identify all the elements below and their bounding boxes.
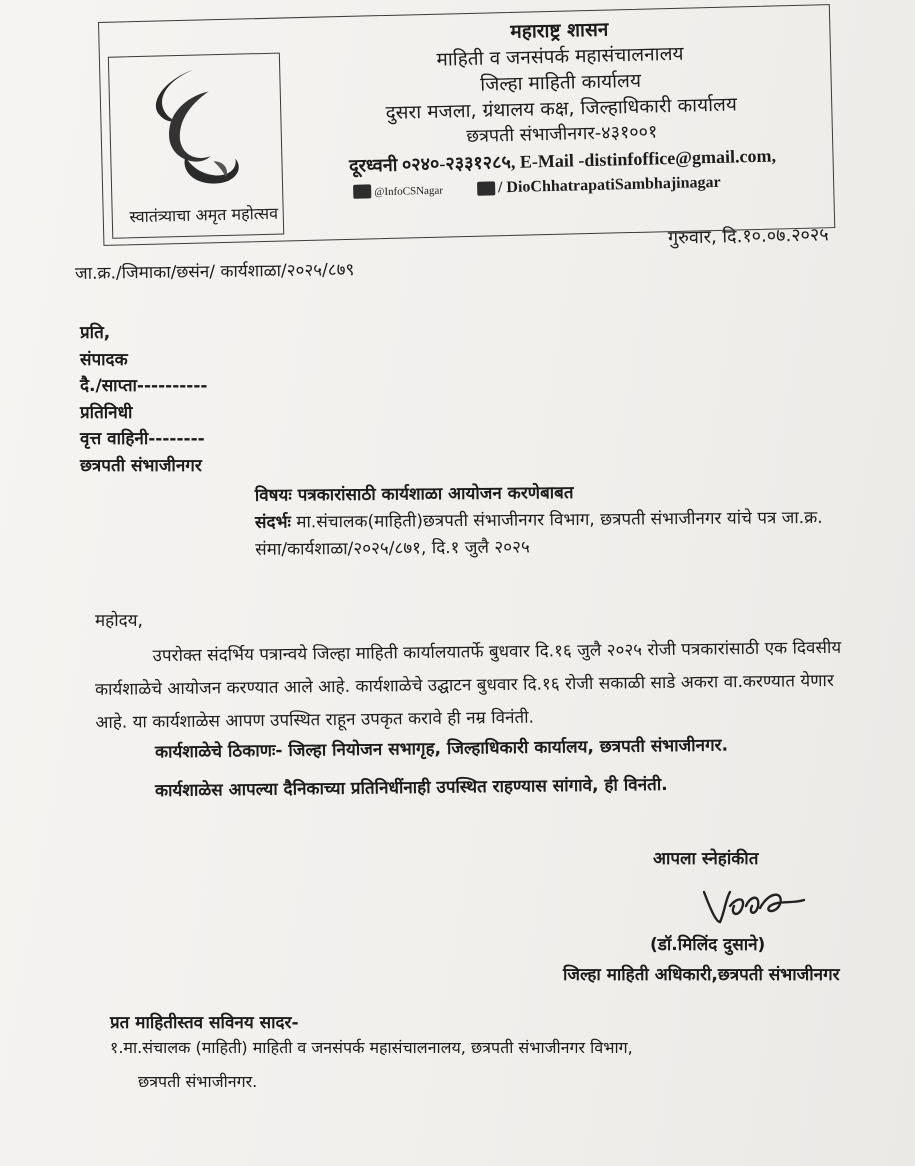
paragraph-line: कार्यशाळेचे आयोजन करण्यात आले आहे. कार्यशाळेचे उद्घाटन बुधवार दि.१६ रोजी सकाळी साडे अकरा वा.करण्यात येणार	[94, 670, 834, 700]
copy-to-line: १.मा.संचालक (माहिती) माहिती व जनसंपर्क महासंचालनालय, छत्रपती संभाजीनगर विभाग,	[110, 1038, 633, 1057]
twitter-handle: @InfoCSNagar	[374, 184, 444, 199]
reference-line-2: संमा/कार्यशाळा/२०२५/८७१, दि.१ जुलै २०२५	[255, 537, 530, 560]
paragraph-line: आहे. या कार्यशाळेस आपण उपस्थित राहून उपकृत करावे ही नम्र विनंती.	[95, 707, 535, 733]
reference-text: मा.संचालक(माहिती)छत्रपती संभाजीनगर विभाग, छत्रपती संभाजीनगर यांचे पत्र जा.क्र.	[290, 507, 823, 533]
letterhead-box	[98, 4, 835, 246]
logo-caption: स्वातंत्र्याचा अमृत महोत्सव	[129, 203, 279, 227]
copy-to-title: प्रत माहितीस्तव सविनय सादर-	[110, 1013, 299, 1033]
facebook-icon	[477, 182, 495, 196]
office-address: दुसरा मजला, ग्रंथालय कक्ष, जिल्हाधिकारी कार्यालय	[385, 93, 738, 124]
org-name-office: जिल्हा माहिती कार्यालय	[480, 69, 642, 96]
closing-line: आपला स्नेहांकीत	[653, 849, 759, 869]
facebook-handle: / DioChhatrapatiSambhajinagar	[497, 173, 721, 197]
copy-to-line: छत्रपती संभाजीनगर.	[138, 1072, 258, 1091]
reference-line	[255, 504, 905, 537]
request-line: कार्यशाळेस आपल्या दैनिकाच्या प्रतिनिधींनाही उपस्थित राहण्यास सांगावे, ही विनंती.	[154, 774, 668, 802]
signature-mark	[700, 878, 810, 928]
paragraph-line: उपरोक्त संदर्भिय पत्रान्वये जिल्हा माहिती कार्यालयातर्फे बुधवार दि.१६ जुलै २०२५ रोजी पत्रकारांसाठी एक दिवसीय	[152, 637, 842, 667]
org-name-directorate: माहिती व जनसंपर्क महासंचालनालय	[436, 42, 684, 71]
letter-date: गुरुवार, दि.१०.०७.२०२५	[667, 224, 829, 249]
org-name-state: महाराष्ट्र शासन	[510, 18, 609, 43]
signer-designation: जिल्हा माहिती अधिकारी,छत्रपती संभाजीनगर	[563, 965, 840, 985]
venue-line: कार्यशाळेचे ठिकाणः- जिल्हा नियोजन सभागृह, जिल्हाधिकारी कार्यालय, छत्रपती संभाजीनगर.	[154, 735, 729, 763]
reference-number: जा.क्र./जिमाका/छसंन/ कार्यशाळा/२०२५/८७९	[74, 260, 355, 284]
letterhead-text	[299, 11, 823, 207]
subject-line: विषयः पत्रकारांसाठी कार्यशाळा आयोजन करणेबाबत	[254, 483, 574, 506]
twitter-icon	[353, 185, 371, 199]
reference-label: संदर्भः	[254, 512, 292, 533]
logo-panel	[108, 53, 284, 239]
addressee-line: दै./साप्ता----------	[80, 376, 208, 396]
contact-details: दूरध्वनी ०२४०-२३३१२८५, E-Mail -distinfoffice@gmail.com,	[348, 145, 777, 176]
subject-block	[255, 477, 906, 564]
office-city-pin: छत्रपती संभाजीनगर-४३१००१	[466, 121, 658, 148]
addressee-line: छत्रपती संभाजीनगर	[80, 455, 202, 476]
addressee-line: संपादक	[80, 349, 128, 370]
addressee-line: वृत्त वाहिनी--------	[80, 429, 205, 449]
body-paragraph	[94, 631, 910, 740]
salutation: महोदय,	[95, 611, 143, 631]
addressee-block	[80, 320, 207, 479]
logo-emblem-icon	[123, 60, 266, 203]
addressee-line: प्रति,	[80, 323, 111, 343]
addressee-line: प्रतिनिधी	[80, 402, 133, 423]
signer-name: (डॉ.मिलिंद दुसाने)	[650, 935, 766, 955]
